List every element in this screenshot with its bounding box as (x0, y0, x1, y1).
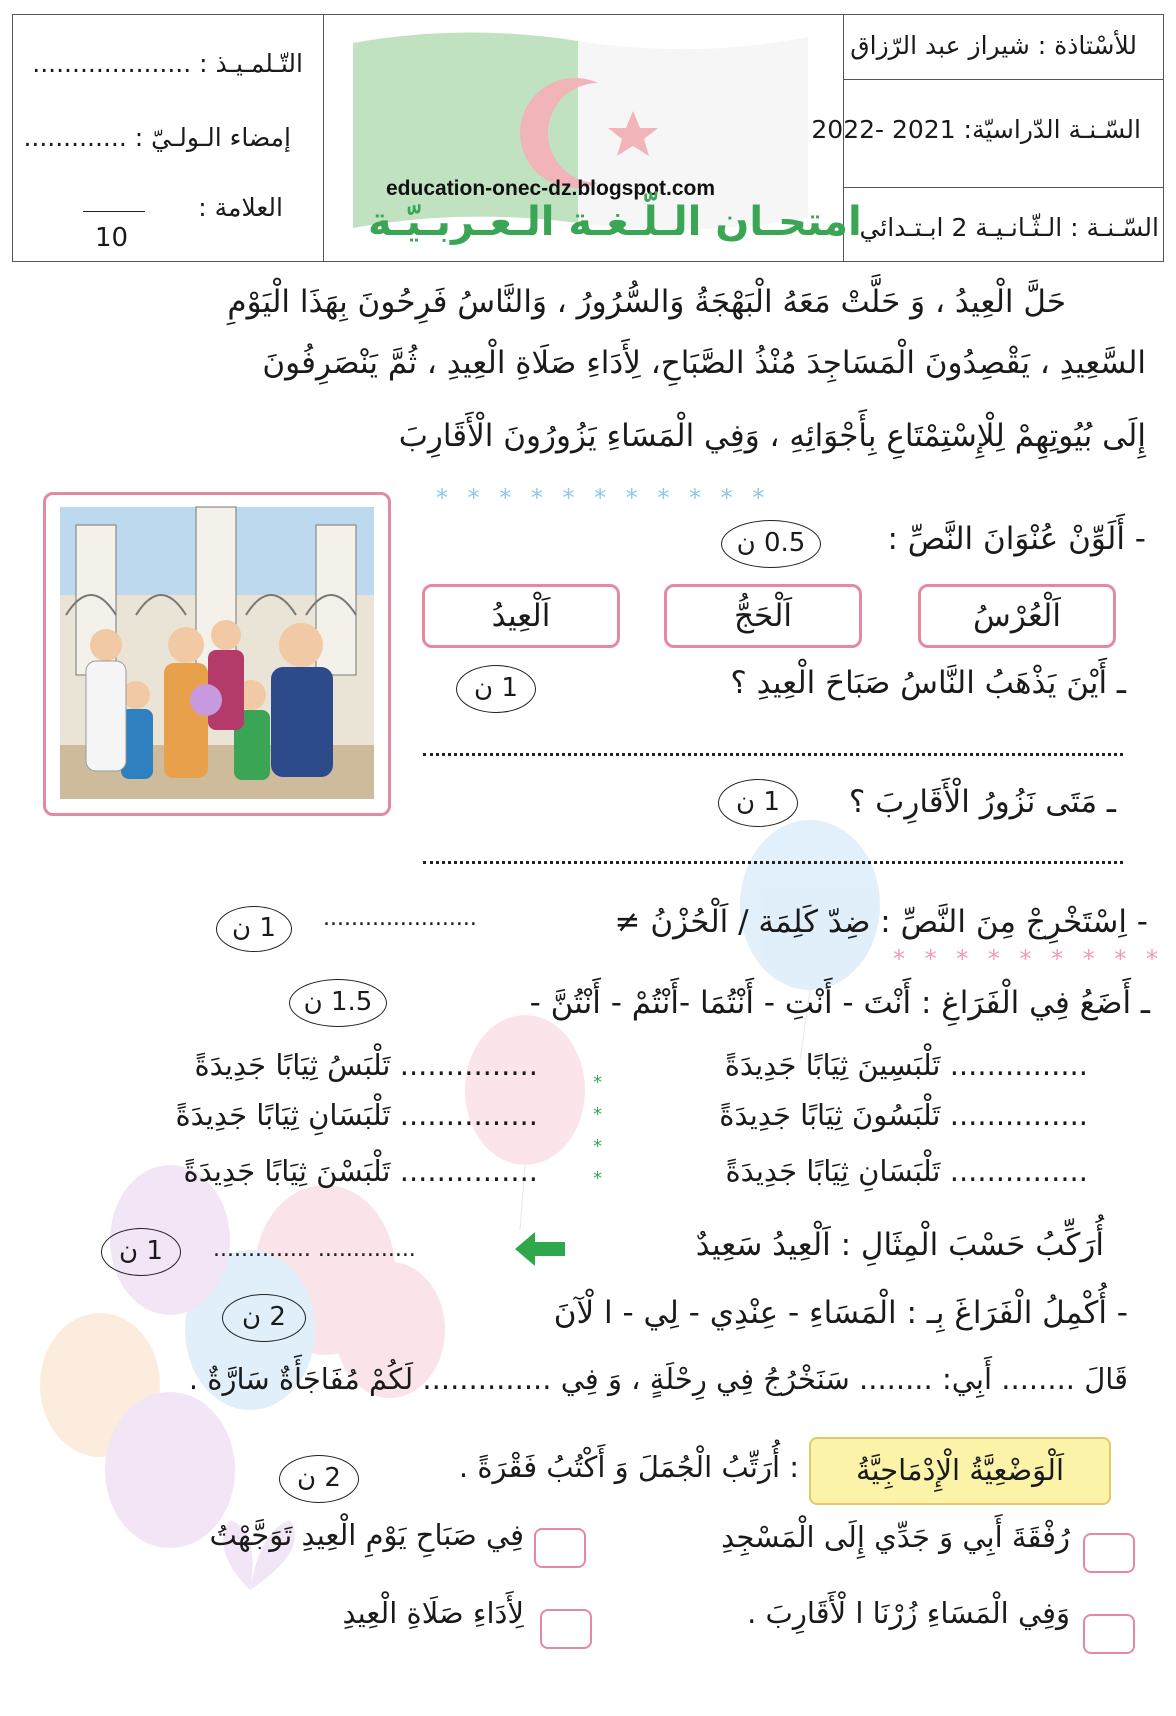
student-name-field[interactable]: التّـلمـيـذ : .................... (32, 49, 303, 78)
question-7-points: 2 ن (222, 1294, 306, 1342)
school-year: السّـنـة الدّراسيّة: 2021 -2022 (811, 115, 1141, 144)
question-6-blanks[interactable]: .............. .............. (213, 1237, 416, 1262)
website-url: education-onec-dz.blogspot.com (386, 177, 715, 200)
grade-fraction-line (83, 211, 145, 212)
conjugation-right-1[interactable]: ............... تَلْبَسِينَ ثِيَابًا جَدِيدَةً (724, 1048, 1088, 1082)
choice-eid[interactable]: اَلْعِيدُ (422, 584, 620, 648)
question-3-title: ـ مَتَى نَزُورُ الْأَقَارِبَ ؟ (848, 784, 1116, 820)
question-1-title: - أَلَوِّنْ عُنْوَانَ النَّصِّ : (887, 521, 1146, 557)
column-divider-star: * (593, 1072, 602, 1093)
column-divider-star: * (593, 1136, 602, 1157)
conjugation-right-3[interactable]: ............... تَلْبَسَانِ ثِيَابًا جَدِيدَةً (725, 1154, 1088, 1188)
exam-title: امتحـان الـلّـغـة الـعـربـيّـة (368, 199, 862, 245)
order-box-2[interactable] (534, 1528, 586, 1568)
question-4-blank[interactable]: ...................... (323, 906, 477, 931)
question-6-title: أُرَكِّبُ حَسْبَ الْمِثَالِ : اَلْعِيدُ سَعِيدٌ (695, 1227, 1104, 1263)
grade-level: السّـنـة : الـثّـانـيـة 2 ابـتـدائي (859, 213, 1159, 242)
question-4-title: - اِسْتَخْرِجْ مِنَ النَّصِّ : ضِدّ كَلِمَة / اَلْحُزْنُ ≠ (614, 904, 1148, 940)
column-divider-star: * (593, 1104, 602, 1125)
question-5-points: 1.5 ن (289, 979, 387, 1027)
column-divider-star: * (593, 1168, 602, 1189)
header-table (12, 14, 1164, 262)
family-mosque-image (46, 495, 388, 813)
choice-wedding[interactable]: اَلْعُرْسُ (918, 584, 1116, 648)
question-2-points: 1 ن (456, 665, 536, 713)
question-8-points: 2 ن (279, 1455, 359, 1503)
conjugation-right-2[interactable]: ............... تَلْبَسُونَ ثِيَابًا جَدِيدَةً (719, 1098, 1088, 1132)
order-box-4[interactable] (540, 1609, 592, 1649)
ordering-sentence-1: رُفْقَةَ أَبِي وَ جَدِّي إِلَى الْمَسْجِدِ (721, 1520, 1070, 1554)
conjugation-left-2[interactable]: ............... تَلْبَسَانِ ثِيَابًا جَدِيدَةً (175, 1098, 538, 1132)
question-1-points: 0.5 ن (721, 520, 821, 568)
question-6-points: 1 ن (101, 1228, 181, 1276)
question-2-answer-line[interactable] (423, 753, 1123, 756)
grade-total: 10 (95, 223, 129, 253)
order-box-1[interactable] (1083, 1533, 1135, 1573)
question-3-points: 1 ن (718, 779, 798, 827)
balloon-pink (465, 1015, 585, 1165)
choice-hajj[interactable]: اَلْحَجُّ (664, 584, 862, 648)
conjugation-left-3[interactable]: ............... تَلْبَسْنَ ثِيَابًا جَدِيدَةً (183, 1154, 538, 1188)
reading-text-line-2: السَّعِيدِ ، يَقْصِدُونَ الْمَسَاجِدَ مُنْذُ الصَّبَاحِ، لِأَدَاءِ صَلَاةِ الْعِيدِ ، ثُمَّ يَنْصَرِفُونَ (262, 345, 1146, 381)
integration-task-title: اَلْوَضْعِيَّةُ الْإِدْمَاجِيَّةُ (809, 1437, 1111, 1505)
arrow-left-icon (515, 1232, 565, 1266)
teacher-name: للأسْتاذة : شيراز عبد الرّزاق (850, 31, 1137, 60)
question-7-title: - أُكْمِلُ الْفَرَاغَ بِـ : الْمَسَاءِ - عِنْدِي - لِي - ا لْآنَ (553, 1295, 1128, 1331)
ordering-sentence-3: وَفِي الْمَسَاءِ زُرْنَا ا لْأَقَارِبَ . (747, 1596, 1070, 1630)
reading-text-line-1: حَلَّ الْعِيدُ ، وَ حَلَّتْ مَعَهُ الْبَهْجَةُ وَالسُّرُورُ ، وَالنَّاسُ فَرِحُونَ بِهَذَا الْيَوْمِ (227, 284, 1066, 320)
ordering-sentence-2: فِي صَبَاحِ يَوْمِ الْعِيدِ تَوَجَّهْتُ (209, 1518, 524, 1552)
separator-stars-2: * * * * * * * * * (893, 945, 1165, 973)
order-box-3[interactable] (1083, 1614, 1135, 1654)
question-7-sentence[interactable]: قَالَ ........ أَبِي: ........ سَنَخْرُجُ فِي رِحْلَةٍ ، وَ فِي .............. لَكُمْ مُفَاجَأَةٌ سَارَّةٌ . (188, 1362, 1128, 1396)
reading-text-line-3: إِلَى بُيُوتِهِمْ لِلْإِسْتِمْتَاعِ بِأَجْوَائِهِ ، وَفِي الْمَسَاءِ يَزُورُونَ الْأَقَارِبَ (398, 418, 1146, 454)
eid-illustration (43, 492, 391, 816)
conjugation-left-1[interactable]: ............... تَلْبَسُ ثِيَابًا جَدِيدَةً (194, 1048, 538, 1082)
guardian-signature-field[interactable]: إمضاء الـولـيّ : ............. (23, 123, 291, 152)
question-8-instruction: : أُرَتِّبُ الْجُمَلَ وَ أَكْتُبُ فَقْرَةً . (458, 1450, 799, 1484)
grade-label: العلامة : (198, 193, 283, 222)
question-2-title: ـ أَيْنَ يَذْهَبُ النَّاسُ صَبَاحَ الْعِيدِ ؟ (730, 665, 1126, 701)
question-5-title: ـ أَضَعُ فِي الْفَرَاغِ : أَنْتَ - أَنْتِ - أَنْتُمَا -أَنْتُمْ - أَنْتُنَّ - (529, 985, 1150, 1021)
question-3-answer-line[interactable] (423, 861, 1123, 864)
question-4-points: 1 ن (216, 906, 292, 952)
separator-stars: * * * * * * * * * * * (436, 484, 771, 512)
ordering-sentence-4: لِأَدَاءِ صَلَاةِ الْعِيدِ (342, 1596, 524, 1630)
